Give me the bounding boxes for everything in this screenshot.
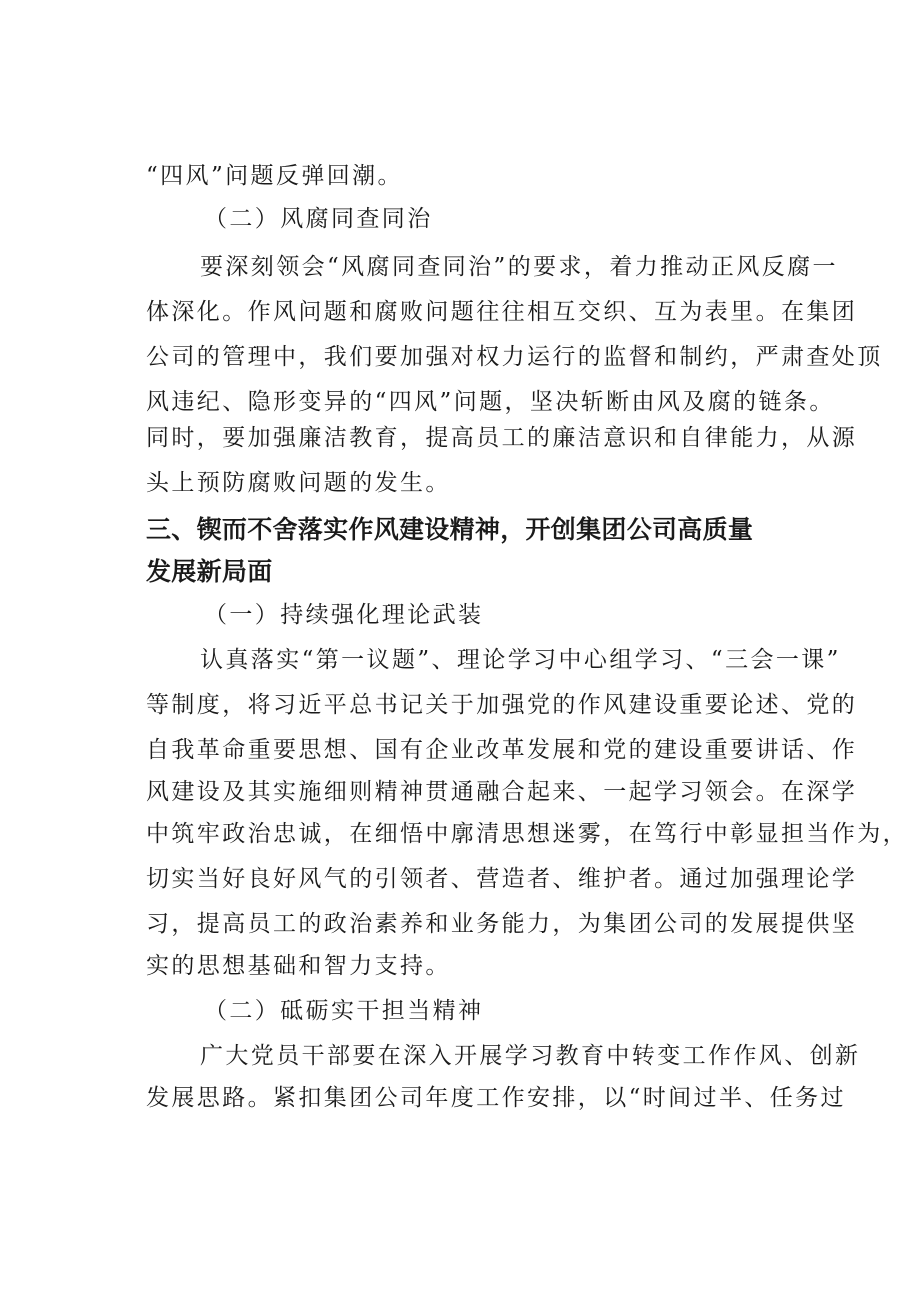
paragraph-line: 认真落实“第一议题”、理论学习中心组学习、“三会一课” [200,647,841,673]
paragraph-line: 习，提高员工的政治素养和业务能力，为集团公司的发展提供坚 [146,911,858,937]
paragraph-line: 要深刻领会“风腐同查同治”的要求，着力推动正风反腐一 [200,254,838,280]
section-subheading: （二）砥砺实干担当精神 [204,998,484,1024]
paragraph-line: 风建设及其实施细则精神贯通融合起来、一起学习领会。在深学 [146,779,858,805]
paragraph-line: 实的思想基础和智力支持。 [146,953,451,979]
section-subheading: （二）风腐同查同治 [204,206,433,232]
paragraph-line: 中筑牢政治忠诚，在细悟中廓清思想迷雾，在笃行中彰显担当作为， [146,821,908,847]
paragraph-line: 同时，要加强廉洁教育，提高员工的廉洁意识和自律能力，从源 [146,425,858,451]
paragraph-line: “四风”问题反弹回潮。 [146,163,403,189]
section-heading: 发展新局面 [146,557,273,586]
paragraph-line: 体深化。作风问题和腐败问题往往相互交织、互为表里。在集团 [146,299,858,325]
section-subheading: （一）持续强化理论武装 [204,602,484,628]
paragraph-line: 切实当好良好风气的引领者、营造者、维护者。通过加强理论学 [146,866,858,892]
paragraph-line: 头上预防腐败问题的发生。 [146,470,451,496]
paragraph-line: 自我革命重要思想、国有企业改革发展和党的建设重要讲话、作 [146,737,858,763]
paragraph-line: 公司的管理中，我们要加强对权力运行的监督和制约，严肃查处顶 [146,344,883,370]
paragraph-line: 风违纪、隐形变异的“四风”问题，坚决斩断由风及腐的链条。 [146,389,835,415]
paragraph-line: 等制度，将习近平总书记关于加强党的作风建设重要论述、党的 [146,692,858,718]
section-heading: 三、锲而不舍落实作风建设精神，开创集团公司高质量 [146,515,754,544]
paragraph-line: 发展思路。紧扣集团公司年度工作安排，以“时间过半、任务过 [146,1085,846,1111]
paragraph-line: 广大党员干部要在深入开展学习教育中转变工作作风、创新 [200,1043,861,1069]
